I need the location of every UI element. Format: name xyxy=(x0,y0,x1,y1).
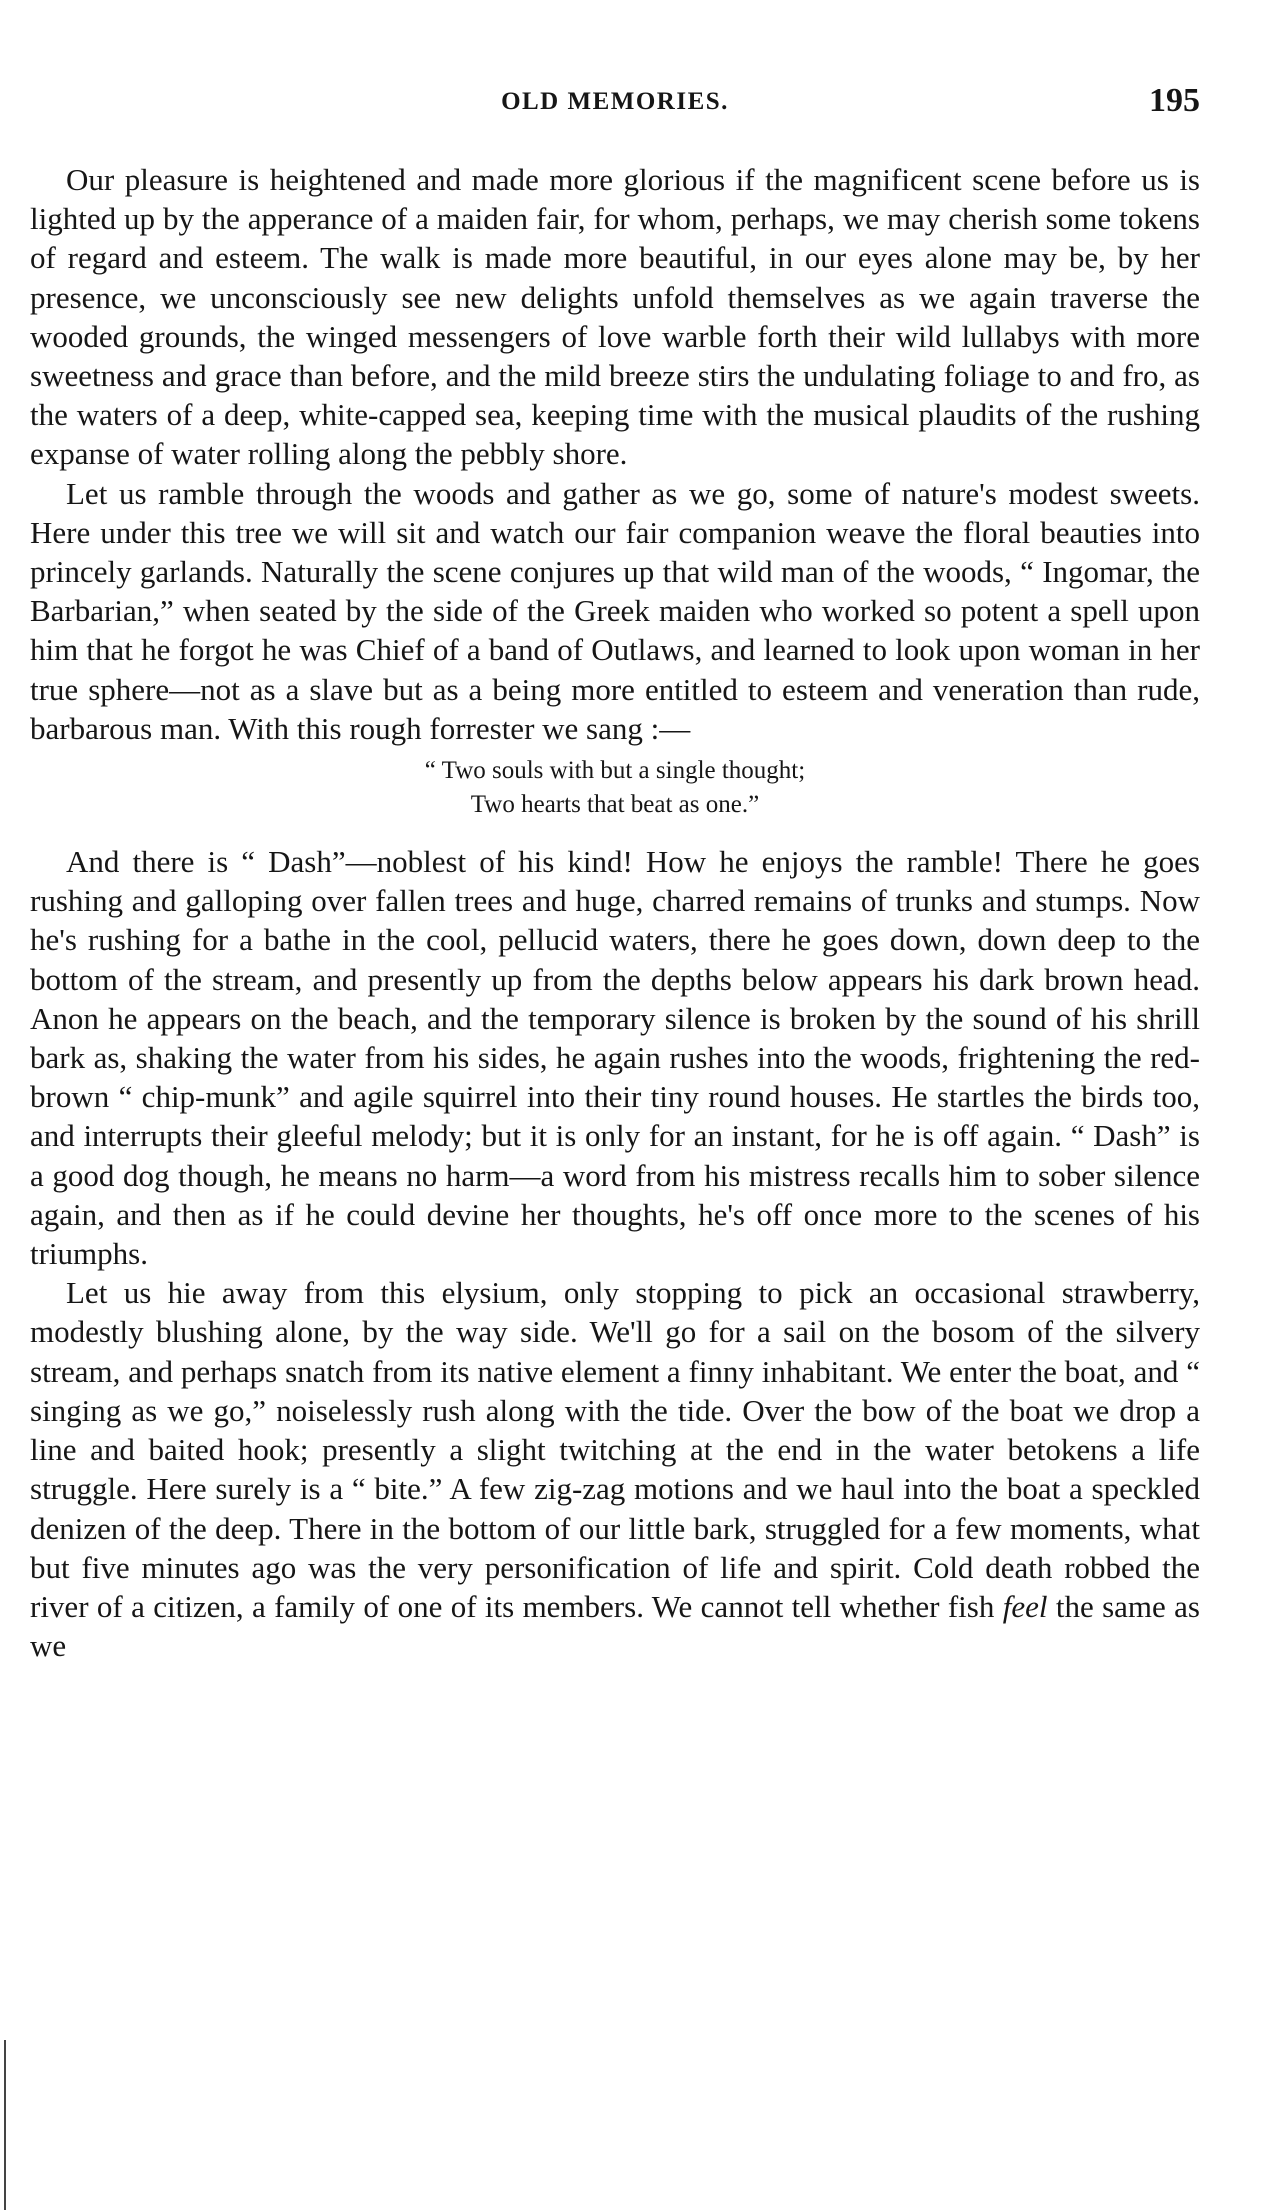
paragraph-4 xyxy=(30,1273,1200,1665)
paragraph-2: Let us ramble through the woods and gather as we go, some of nature's modest sweets. Here under this tree we will sit and watch our fair companion weave the floral beauties into princely garlands. Naturally the scene conjures up that wild man of the woods, “ Ingomar, the Barbarian,” when seated by the side of the Greek maiden who worked so potent a spell upon him that he forgot he was Chief of a band of Outlaws, and learned to look upon woman in her true sphere—not as a slave but as a being more entitled to esteem and veneration than rude, barbarous man. With this rough forrester we sang :— xyxy=(30,475,1200,746)
paragraph-4-italic: feel xyxy=(1002,1588,1048,1624)
margin-rule xyxy=(4,2040,6,2210)
running-head xyxy=(30,82,1200,128)
paragraph-1: Our pleasure is heightened and made more glorious if the magnificent scene before us is lighted up by the apperance of a maiden fair, for whom, perhaps, we may cherish some tokens of regard and esteem. The walk is made more beautiful, in our eyes alone may be, by her presence, we unconsciously see new delights unfold themselves as we again traverse the wooded grounds, the winged messengers of love warble forth their wild lullabys with more sweetness and grace than before, and the mild breeze stirs the undulating foliage to and fro, as the waters of a deep, white-capped sea, keeping time with the musical plaudits of the rushing expanse of water rolling along the pebbly shore. xyxy=(30,162,1200,472)
verse-quotation xyxy=(30,748,1200,842)
verse-line-2: Two hearts that beat as one.” xyxy=(470,791,760,819)
paragraph-3: And there is “ Dash”—noblest of his kind! How he enjoys the ramble! There he goes rushing and galloping over fallen trees and huge, charred remains of trunks and stumps. Now he's rushing for a bathe in the cool, pellucid waters, there he goes down, down deep to the bottom of the stream, and presently up from the depths below appears his dark brown head. Anon he appears on the beach, and the temporary silence is broken by the sound of his shrill bark as, shaking the water from his sides, he again rushes into the woods, frightening the red-brown “ chip-munk” and agile squirrel into their tiny round houses. He startles the birds too, and interrupts their gleeful melody; but it is only for an instant, for he is off again. “ Dash” is a good dog though, he means no harm—a word from his mistress recalls him to sober silence again, and then as if he could devine her thoughts, he's off once more to the scenes of his triumphs. xyxy=(30,844,1200,1272)
body-text xyxy=(30,160,1200,1665)
paragraph-4-tail: the same as we xyxy=(30,1588,1200,1664)
paragraph-4-text: Let us hie away from this elysium, only stopping to pick an occasional strawberry, modestly blushing alone, by the way side. We'll go for a sail on the bosom of the silvery stream, and perhaps snatch from its native element a finny inhabitant. We enter the boat, and “ singing as we go,” noiselessly rush along with the tide. Over the bow of the boat we drop a line and baited hook; presently a slight twitching at the end in the water betokens a life struggle. Here surely is a “ bite.” A few zig-zag motions and we haul into the boat a speckled denizen of the deep. There in the bottom of our little bark, struggled for a few moments, what but five minutes ago was the very personification of life and spirit. Cold death robbed the river of a citizen, a family of one of its members. We cannot tell whether fish xyxy=(30,1275,1200,1624)
running-title: OLD MEMORIES. xyxy=(501,88,729,115)
page-number: 195 xyxy=(1149,82,1200,119)
verse-line-1: “ Two souls with but a single thought; xyxy=(424,757,806,785)
